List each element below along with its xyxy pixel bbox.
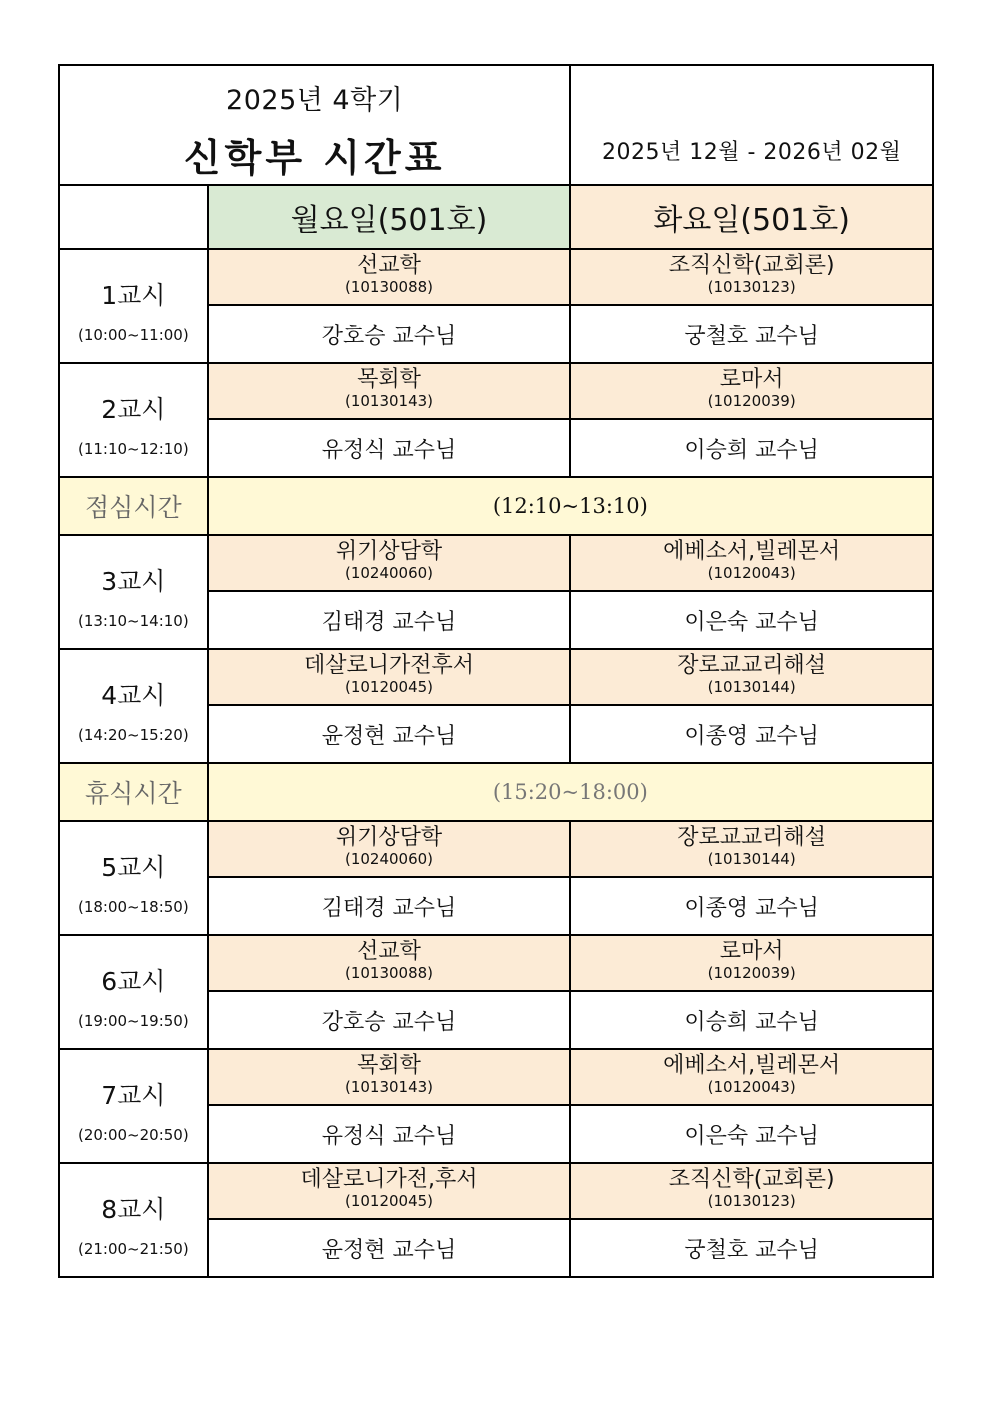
- period-cell: [59, 1163, 208, 1277]
- period-cell: [59, 535, 208, 649]
- period-label: 7교시: [101, 1081, 166, 1110]
- course-code: (10130144): [707, 678, 796, 696]
- course-name: 에베소서,빌레몬서: [663, 1053, 841, 1078]
- period-label: 6교시: [101, 967, 166, 996]
- period-label: 4교시: [101, 681, 166, 710]
- break-row-lunch: [59, 477, 933, 535]
- course-code: (10130088): [344, 964, 434, 982]
- course-name: 조직신학(교회론): [668, 253, 835, 278]
- professor-name-tue: 궁철호 교수님: [570, 1219, 933, 1277]
- course-cell-tue: [570, 1049, 933, 1105]
- period-time: (14:20~15:20): [77, 726, 189, 744]
- period-label: 1교시: [101, 281, 166, 310]
- course-code: (10120039): [707, 392, 796, 410]
- period-row: [59, 249, 933, 305]
- course-cell-mon: [208, 821, 571, 877]
- timetable: [58, 64, 934, 1278]
- course-cell-tue: [570, 821, 933, 877]
- course-code: (10130144): [707, 850, 796, 868]
- course-code: (10240060): [344, 564, 434, 582]
- period-row: [59, 363, 933, 419]
- course-name: 로마서: [719, 367, 784, 392]
- professor-name-tue: 궁철호 교수님: [570, 305, 933, 363]
- break-row-rest: [59, 763, 933, 821]
- break-label: 휴식시간: [59, 763, 208, 821]
- course-name: 위기상담학: [335, 825, 443, 850]
- professor-name-tue: 이은숙 교수님: [570, 591, 933, 649]
- period-cell: [59, 363, 208, 477]
- professor-name-tue: 이종영 교수님: [570, 877, 933, 935]
- term-label: 2025년 4학기: [226, 85, 404, 116]
- date-range-cell: [570, 65, 933, 185]
- course-cell-tue: [570, 649, 933, 705]
- course-cell-mon: [208, 363, 571, 419]
- period-time: (10:00~11:00): [77, 326, 189, 344]
- period-row: [59, 535, 933, 591]
- course-code: (10120045): [344, 678, 434, 696]
- course-cell-tue: [570, 363, 933, 419]
- course-name: 목회학: [357, 1053, 421, 1078]
- period-cell: [59, 249, 208, 363]
- date-range: 2025년 12월 - 2026년 02월: [601, 139, 902, 165]
- course-cell-mon: [208, 1049, 571, 1105]
- course-name: 선교학: [357, 253, 421, 278]
- period-label: 2교시: [101, 395, 166, 424]
- course-code: (10240060): [344, 850, 434, 868]
- professor-name-mon: 김태경 교수님: [208, 877, 571, 935]
- page-title: 신학부 시간표: [183, 136, 446, 180]
- course-cell-tue: [570, 249, 933, 305]
- course-code: (10120045): [344, 1192, 434, 1210]
- professor-name-tue: 이은숙 교수님: [570, 1105, 933, 1163]
- course-name: 목회학: [357, 367, 421, 392]
- period-time: (13:10~14:10): [77, 612, 189, 630]
- break-label: 점심시간: [59, 477, 208, 535]
- course-cell-tue: [570, 1163, 933, 1219]
- course-cell-mon: [208, 535, 571, 591]
- period-time: (19:00~19:50): [77, 1012, 189, 1030]
- period-label: 5교시: [101, 853, 166, 882]
- course-name: 데살로니가전후서: [303, 653, 475, 678]
- course-cell-mon: [208, 935, 571, 991]
- day-header-monday: 월요일(501호): [208, 185, 571, 249]
- professor-name-tue: 이승희 교수님: [570, 419, 933, 477]
- course-code: (10120039): [707, 964, 796, 982]
- course-name: 선교학: [357, 939, 421, 964]
- course-cell-mon: [208, 649, 571, 705]
- period-row: [59, 1049, 933, 1105]
- period-cell: [59, 821, 208, 935]
- course-name: 위기상담학: [335, 539, 443, 564]
- period-row: [59, 1163, 933, 1219]
- period-time: (21:00~21:50): [77, 1240, 189, 1258]
- course-code: (10130123): [707, 1192, 796, 1210]
- course-code: (10130088): [344, 278, 434, 296]
- course-code: (10120043): [707, 564, 796, 582]
- professor-name-mon: 윤정현 교수님: [208, 705, 571, 763]
- professor-name-tue: 이승희 교수님: [570, 991, 933, 1049]
- period-row: [59, 935, 933, 991]
- course-cell-tue: [570, 535, 933, 591]
- break-time: (15:20~18:00): [208, 763, 933, 821]
- corner-cell: [59, 185, 208, 249]
- period-time: (11:10~12:10): [77, 440, 189, 458]
- professor-name-mon: 강호승 교수님: [208, 991, 571, 1049]
- period-cell: [59, 649, 208, 763]
- professor-name-mon: 윤정현 교수님: [208, 1219, 571, 1277]
- period-cell: [59, 1049, 208, 1163]
- professor-name-mon: 강호승 교수님: [208, 305, 571, 363]
- period-time: (20:00~20:50): [77, 1126, 189, 1144]
- course-code: (10120043): [707, 1078, 796, 1096]
- professor-name-mon: 유정식 교수님: [208, 1105, 571, 1163]
- period-label: 8교시: [101, 1195, 166, 1224]
- title-block: [59, 65, 570, 185]
- course-name: 로마서: [719, 939, 784, 964]
- period-time: (18:00~18:50): [77, 898, 189, 916]
- course-cell-mon: [208, 249, 571, 305]
- period-row: [59, 649, 933, 705]
- course-name: 장로교교리해설: [677, 653, 827, 678]
- course-name: 장로교교리해설: [677, 825, 827, 850]
- professor-name-mon: 김태경 교수님: [208, 591, 571, 649]
- period-cell: [59, 935, 208, 1049]
- professor-name-tue: 이종영 교수님: [570, 705, 933, 763]
- course-name: 조직신학(교회론): [668, 1167, 835, 1192]
- course-name: 에베소서,빌레몬서: [663, 539, 841, 564]
- course-code: (10130143): [344, 392, 434, 410]
- period-label: 3교시: [101, 567, 166, 596]
- course-cell-tue: [570, 935, 933, 991]
- course-cell-mon: [208, 1163, 571, 1219]
- break-time: (12:10~13:10): [208, 477, 933, 535]
- course-name: 데살로니가전,후서: [300, 1167, 478, 1192]
- professor-name-mon: 유정식 교수님: [208, 419, 571, 477]
- course-code: (10130143): [344, 1078, 434, 1096]
- period-row: [59, 821, 933, 877]
- course-code: (10130123): [707, 278, 796, 296]
- day-header-tuesday: 화요일(501호): [570, 185, 933, 249]
